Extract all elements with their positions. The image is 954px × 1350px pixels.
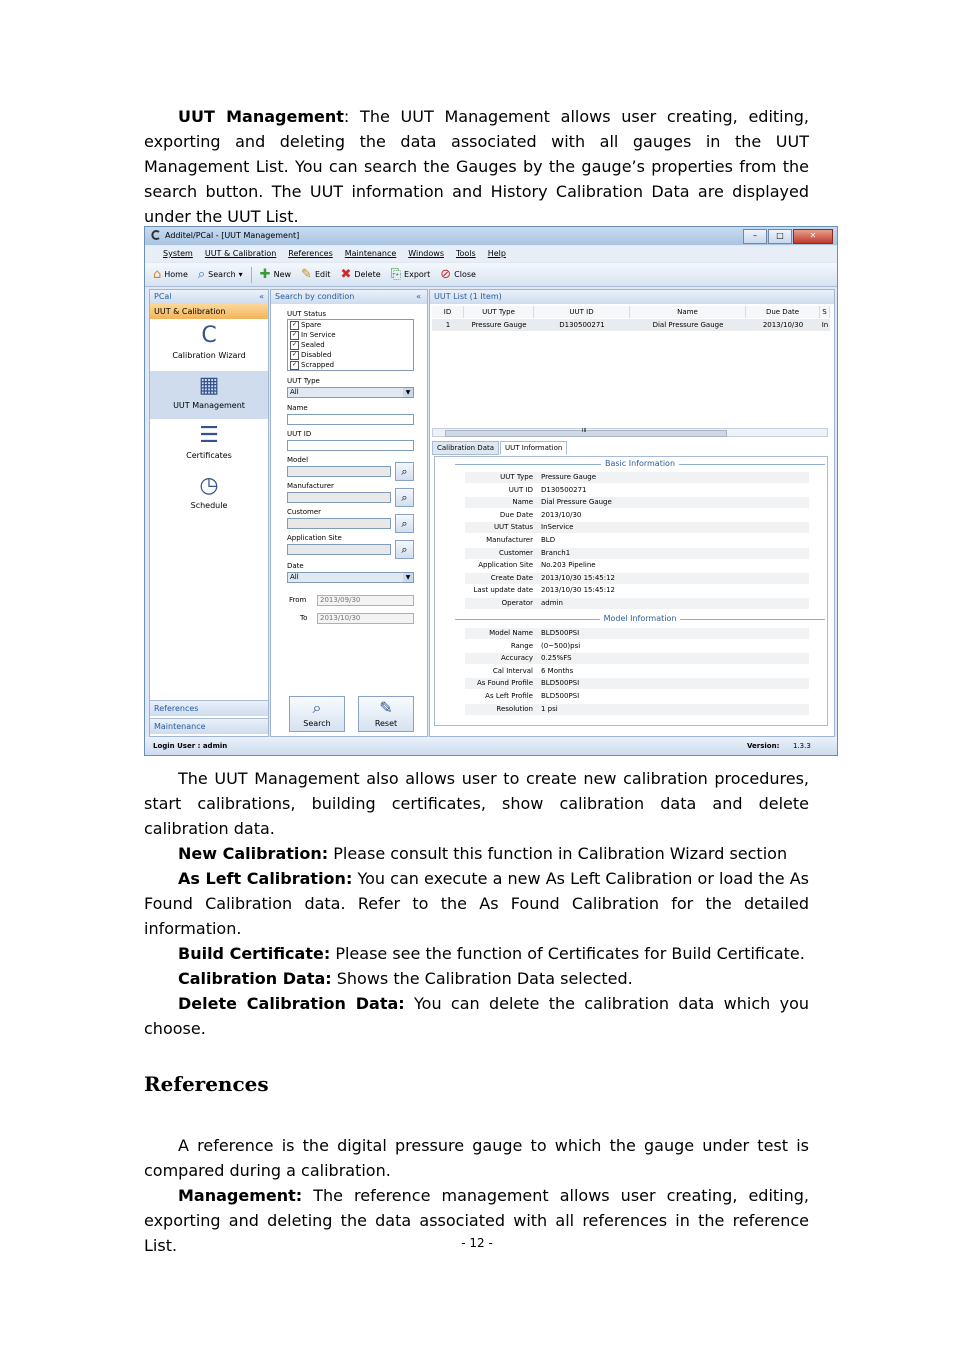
search-icon: ⌕: [312, 698, 322, 717]
login-user-value: admin: [202, 742, 228, 750]
plus-icon: ✚: [259, 266, 271, 282]
column-header[interactable]: UUT ID: [534, 306, 630, 318]
info-row: [465, 522, 809, 533]
status-label: Disabled: [301, 351, 332, 359]
info-key: Last update date: [473, 586, 533, 595]
uut-table: [432, 306, 830, 430]
info-value: 2013/10/30 15:45:12: [541, 573, 616, 582]
info-row: [465, 472, 809, 483]
info-row: [465, 585, 809, 596]
table-cell[interactable]: 2013/10/30: [746, 319, 820, 331]
delete-icon: ✖: [340, 266, 352, 282]
search-icon: ⌕: [401, 465, 408, 478]
info-key: UUT Status: [493, 523, 533, 532]
export-button[interactable]: [389, 265, 433, 285]
chevron-down-icon: ▼: [403, 573, 413, 582]
menu-references[interactable]: References: [288, 249, 333, 258]
left-pane-title: PCal: [154, 292, 172, 301]
info-row: [465, 704, 809, 715]
nav-schedule[interactable]: [150, 471, 268, 519]
definition: You can execute a new As Left Calibration or load the As Found Calibration data. Refer to the As Found Calibration for the detailed information.: [144, 869, 810, 938]
left-nav-pane: [149, 289, 269, 737]
info-key: Model Name: [489, 629, 533, 637]
reset-icon: ✎: [379, 698, 393, 717]
info-row: [465, 628, 809, 639]
info-key: Accuracy: [501, 654, 533, 663]
search-button[interactable]: [196, 265, 245, 285]
checkbox-checked-icon: ✓: [291, 330, 298, 338]
info-value: Branch1: [541, 548, 571, 557]
info-value: 6 Months: [541, 666, 574, 675]
section-label: Model Information: [600, 614, 681, 623]
info-key: Application Site: [478, 561, 533, 570]
uut-list-pane: [429, 289, 835, 737]
intro-text: : The UUT Management allows user creating, editing, exporting and deleting the data associated with all gauges in the UUT Management List. You can search the Gauges by the gauge’s properties from the search button. The UUT information and History Calibration Data are displayed under the UUT List.: [144, 107, 809, 226]
info-value: 2013/10/30 15:45:12: [541, 586, 616, 595]
checkbox-checked-icon: ✓: [291, 350, 298, 358]
close-icon: ✕: [809, 231, 817, 240]
info-row: [465, 497, 809, 508]
status-label: Spare: [301, 321, 322, 329]
uut-type-label: UUT Type: [287, 377, 320, 385]
term: Management:: [178, 1186, 303, 1205]
search-submit-label: Search: [303, 719, 331, 728]
column-header[interactable]: ID: [432, 306, 464, 318]
to-date-input[interactable]: 2013/10/30: [317, 613, 414, 624]
info-key: Operator: [501, 599, 533, 607]
references-paragraph: A reference is the digital pressure gauge to which the gauge under test is compared during a calibration.: [144, 1136, 809, 1180]
search-pane-header: [271, 290, 427, 304]
status-label: Scrapped: [301, 361, 335, 369]
info-key: Range: [510, 641, 533, 650]
certificates-icon: ☰: [199, 423, 219, 448]
info-key: As Found Profile: [476, 679, 533, 688]
table-cell[interactable]: Dial Pressure Gauge: [630, 319, 746, 331]
model-label: Model: [287, 456, 309, 464]
table-cell[interactable]: D130500271: [534, 319, 630, 331]
checkbox-checked-icon: ✓: [291, 360, 298, 368]
delete-label: Delete: [354, 270, 381, 279]
info-value: BLD: [541, 536, 556, 544]
customer-search-button[interactable]: [395, 514, 414, 533]
menu-tools[interactable]: Tools: [456, 249, 476, 258]
term: Delete Calibration Data:: [178, 994, 405, 1013]
uut-status-list: [287, 319, 414, 371]
build-certificate-paragraph: [144, 941, 809, 966]
nav-maintenance[interactable]: Maintenance: [150, 718, 268, 734]
detail-tabs: [432, 441, 568, 455]
application-site-search-button[interactable]: [395, 540, 414, 559]
reset-button[interactable]: [358, 696, 414, 732]
scroll-grip: III: [582, 428, 587, 434]
intro-term: UUT Management: [178, 107, 344, 126]
status-bar: [145, 737, 837, 755]
definition: Shows the Calibration Data selected.: [331, 969, 633, 988]
nav-uut-management[interactable]: [150, 371, 268, 419]
toolbar: [145, 263, 837, 287]
menu-bar: [145, 246, 837, 262]
table-cell[interactable]: 1: [432, 319, 464, 331]
to-label: To: [300, 614, 308, 622]
edit-icon: ✎: [301, 266, 312, 282]
definition: You can delete the calibration data which you choose.: [144, 994, 809, 1038]
checkbox-checked-icon: ✓: [291, 340, 298, 348]
info-row: [465, 653, 809, 664]
calibration-wizard-icon: C: [201, 323, 217, 348]
new-calibration-paragraph: [144, 841, 809, 866]
info-value: Pressure Gauge: [541, 473, 597, 481]
info-key: As Left Profile: [485, 692, 533, 700]
table-cell[interactable]: Pressure Gauge: [464, 319, 534, 331]
column-header[interactable]: Due Date: [746, 306, 820, 318]
from-label: From: [289, 596, 307, 604]
search-label: Search: [208, 270, 236, 279]
nav-group-uut-calibration[interactable]: UUT & Calibration: [150, 304, 268, 319]
uut-management-icon: ▦: [198, 373, 220, 398]
new-button[interactable]: [258, 265, 293, 285]
close-circle-icon: ⊘: [440, 266, 452, 282]
term: Build Certificate:: [178, 944, 331, 963]
name-input[interactable]: [287, 414, 414, 425]
definition: Please consult this function in Calibration Wizard section: [328, 844, 788, 863]
search-submit-button[interactable]: [289, 696, 345, 732]
home-button[interactable]: [151, 265, 190, 285]
info-value: 2013/10/30: [541, 510, 582, 519]
minimize-icon: –: [753, 231, 757, 240]
status-label: Sealed: [301, 341, 325, 349]
intro-paragraph: [144, 104, 809, 229]
info-row: [465, 548, 809, 559]
page-number: - 12 -: [461, 1236, 493, 1250]
uut-type-value: All: [290, 388, 299, 396]
home-label: Home: [164, 270, 188, 279]
schedule-icon: ◷: [199, 473, 219, 498]
info-value: D130500271: [541, 485, 587, 494]
menu-maintenance[interactable]: Maintenance: [344, 249, 397, 258]
edit-label: Edit: [314, 270, 331, 279]
login-user: [153, 739, 227, 753]
info-key: Create Date: [490, 573, 533, 582]
customer-label: Customer: [287, 508, 322, 516]
info-row: [465, 666, 809, 677]
search-pane-title: Search by condition: [275, 292, 355, 301]
uut-list-title: UUT List: [434, 292, 468, 301]
info-value: Dial Pressure Gauge: [541, 498, 612, 507]
reset-label: Reset: [374, 719, 398, 728]
term: Calibration Data:: [178, 969, 332, 988]
info-key: UUT ID: [508, 485, 533, 494]
status-disabled[interactable]: [288, 350, 413, 360]
menu-help[interactable]: Help: [487, 249, 506, 258]
from-date-input[interactable]: 2013/09/30: [317, 595, 414, 606]
nav-calibration-wizard[interactable]: [150, 321, 268, 369]
application-site-label: Application Site: [287, 534, 342, 542]
delete-calibration-paragraph: [144, 991, 809, 1041]
menu-system[interactable]: System: [163, 249, 193, 258]
menu-uut-calibration[interactable]: UUT & Calibration: [204, 249, 277, 258]
close-button[interactable]: [438, 265, 478, 285]
nav-label: UUT Management: [173, 401, 245, 410]
column-header[interactable]: Name: [630, 306, 746, 318]
search-pane: [270, 289, 428, 737]
info-row: [465, 598, 809, 609]
info-key: Cal Interval: [492, 666, 533, 675]
definition: The reference management allows user creating, editing, exporting and deleting the data associated with all references in the reference List.: [144, 1186, 809, 1255]
status-in-service[interactable]: [288, 330, 413, 340]
search-icon: ⌕: [197, 266, 206, 282]
nav-references[interactable]: References: [150, 700, 268, 716]
name-label: Name: [287, 404, 308, 412]
status-sealed[interactable]: [288, 340, 413, 350]
nav-label: Calibration Wizard: [172, 351, 246, 360]
manufacturer-label: Manufacturer: [287, 482, 334, 490]
info-row: [465, 510, 809, 521]
title-bar: [145, 227, 837, 245]
uut-list-header: [430, 290, 834, 304]
column-header[interactable]: S: [820, 306, 830, 318]
minimize-button[interactable]: [743, 229, 767, 244]
uut-information-panel: [434, 456, 828, 726]
horizontal-scrollbar[interactable]: [432, 428, 828, 437]
info-value: InService: [541, 523, 574, 532]
scroll-thumb[interactable]: [445, 430, 727, 437]
info-key: Due Date: [499, 510, 533, 519]
info-key: Name: [512, 498, 533, 507]
maximize-button[interactable]: [768, 229, 792, 244]
collapse-icon[interactable]: «: [416, 292, 421, 301]
info-key: UUT Type: [500, 473, 533, 481]
version-label: Version:: [747, 742, 780, 750]
info-value: BLD500PSI: [541, 692, 580, 700]
application-site-input[interactable]: [287, 544, 391, 555]
references-heading: References: [144, 1072, 269, 1096]
chevron-down-icon: ▼: [403, 388, 413, 397]
nav-label: Certificates: [186, 451, 232, 460]
uut-type-select[interactable]: [287, 387, 414, 398]
date-label: Date: [287, 562, 304, 570]
status-spare[interactable]: [288, 320, 413, 330]
login-label: Login User :: [153, 742, 201, 750]
search-icon: ⌕: [401, 517, 408, 530]
uut-status-label: UUT Status: [287, 310, 327, 318]
close-label: Close: [454, 270, 476, 279]
search-icon: ⌕: [401, 491, 408, 504]
definition: Please see the function of Certificates for Build Certificate.: [330, 944, 805, 963]
info-value: No.203 Pipeline: [541, 561, 596, 570]
info-row: [465, 678, 809, 689]
app-window: [144, 226, 838, 756]
delete-button[interactable]: [338, 265, 382, 285]
export-label: Export: [404, 270, 431, 279]
basic-information-title: [455, 459, 825, 468]
calibration-data-paragraph: [144, 966, 809, 991]
collapse-icon[interactable]: «: [259, 292, 264, 301]
manufacturer-search-button[interactable]: [395, 488, 414, 507]
search-icon: ⌕: [401, 543, 408, 556]
checkbox-checked-icon: ✓: [291, 320, 298, 328]
customer-input[interactable]: [287, 518, 391, 529]
export-icon: ⎘: [390, 266, 402, 282]
info-row: [465, 485, 809, 496]
model-input[interactable]: [287, 466, 391, 477]
app-icon: [151, 230, 161, 240]
info-row: [465, 560, 809, 571]
info-key: Customer: [498, 548, 533, 557]
nav-label: Schedule: [190, 501, 228, 510]
model-information-title: [455, 614, 825, 623]
maximize-icon: □: [776, 231, 784, 240]
table-cell[interactable]: In: [821, 321, 829, 329]
window-title: Additel/PCal - [UUT Management]: [165, 231, 300, 240]
close-window-button[interactable]: [793, 229, 833, 244]
uut-id-input[interactable]: [287, 440, 414, 451]
info-key: Resolution: [496, 704, 533, 713]
info-value: admin: [541, 599, 563, 607]
tab-calibration-data[interactable]: Calibration Data: [432, 441, 499, 455]
nav-certificates[interactable]: [150, 421, 268, 469]
column-header[interactable]: UUT Type: [464, 306, 534, 318]
term: As Left Calibration:: [178, 869, 353, 888]
info-value: BLD500PSI: [541, 629, 580, 637]
info-row: [465, 535, 809, 546]
left-pane-header: [150, 290, 268, 304]
version-value: 1.3.3: [793, 742, 811, 750]
uut-id-label: UUT ID: [287, 430, 312, 438]
tab-uut-information[interactable]: UUT Information: [500, 441, 567, 455]
date-select[interactable]: [287, 572, 414, 583]
status-scrapped[interactable]: [288, 360, 413, 370]
section-label: Basic Information: [601, 459, 679, 468]
info-row: [465, 641, 809, 652]
info-key: Manufacturer: [486, 536, 533, 544]
model-search-button[interactable]: [395, 462, 414, 481]
info-row: [465, 691, 809, 702]
info-value: 0.25%FS: [541, 654, 572, 663]
home-icon: ⌂: [153, 266, 162, 282]
chevron-down-icon: ▾: [238, 270, 243, 279]
info-value: 1 psi: [541, 704, 558, 713]
term: New Calibration:: [178, 844, 329, 863]
info-row: [465, 573, 809, 584]
date-value: All: [290, 573, 299, 581]
edit-button[interactable]: [299, 265, 332, 285]
info-value: (0~500)psi: [541, 641, 581, 650]
info-value: BLD500PSI: [541, 679, 580, 688]
status-label: In Service: [301, 331, 336, 339]
menu-windows[interactable]: Windows: [408, 249, 444, 258]
as-left-paragraph: [144, 866, 809, 941]
management-paragraph: The UUT Management also allows user to create new calibration procedures, start calibrations, building certificates, show calibration data and delete calibration data.: [144, 769, 809, 838]
manufacturer-input[interactable]: [287, 492, 391, 503]
uut-list-count: (1 Item): [469, 292, 502, 301]
toolbar-separator: [251, 267, 252, 283]
new-label: New: [273, 270, 292, 279]
